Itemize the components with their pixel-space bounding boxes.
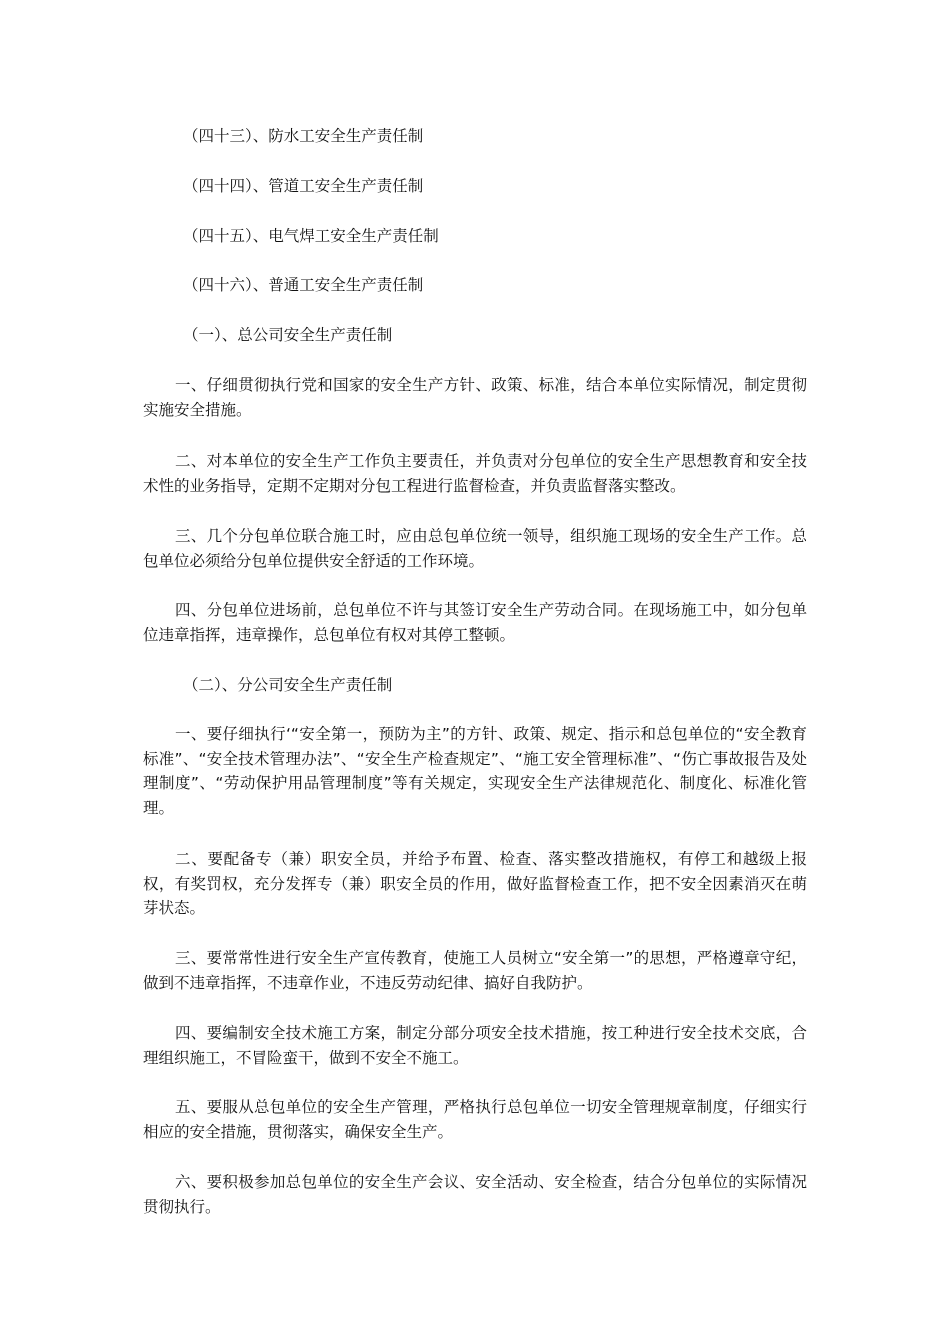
toc-item-45: （四十五）、电气焊工安全生产责任制 [183,227,439,245]
paragraph-text: 二、要配备专（兼）职安全员，并给予布置、检查、落实整改措施权，有停工和越级上报权，有奖罚权，充分发挥专（兼）职安全员的作用，做好监督检查工作，把不安全因素消灭在萌芽状态。 [143,850,807,917]
section-heading-branch-office: （二）、分公司安全生产责任制 [183,676,393,694]
paragraph-text: 三、几个分包单位联合施工时，应由总包单位统一领导，组织施工现场的安全生产工作。总包单位必须给分包单位提供安全舒适的工作环境。 [143,527,807,570]
paragraph-text: 四、要编制安全技术施工方案，制定分部分项安全技术措施，按工种进行安全技术交底，合理组织施工，不冒险蛮干，做到不安全不施工。 [143,1024,807,1067]
toc-item-44: （四十四）、管道工安全生产责任制 [183,177,424,195]
paragraph [143,373,807,422]
toc-item-46: （四十六）、普通工安全生产责任制 [183,276,424,294]
paragraph-text: 二、对本单位的安全生产工作负主要责任，并负责对分包单位的安全生产思想教育和安全技术性的业务指导，定期不定期对分包工程进行监督检查，并负责监督落实整改。 [143,452,807,495]
paragraph [143,722,807,820]
paragraph-text: 三、要常常性进行安全生产宣传教育，使施工人员树立“安全第一”的思想，严格遵章守纪，做到不违章指挥，不违章作业，不违反劳动纪律、搞好自我防护。 [143,949,807,992]
paragraph-text: 一、要仔细执行‘“安全第一，预防为主”的方针、政策、规定、指示和总包单位的“安全教育标准”、“安全技术管理办法”、“安全生产检查规定”、“施工安全管理标准”、“伤亡事故报告及处理制度”、“劳动保护用品管理制度”等有关规定，实现安全生产法律规范化、制度化、标准化管理。 [143,725,807,817]
paragraph [143,1170,807,1219]
paragraph [143,946,807,995]
section-heading-head-office: （一）、总公司安全生产责任制 [183,326,393,344]
paragraph [143,449,807,498]
toc-item-43: （四十三）、防水工安全生产责任制 [183,127,424,145]
paragraph-text: 五、要服从总包单位的安全生产管理，严格执行总包单位一切安全管理规章制度，仔细实行相应的安全措施，贯彻落实，确保安全生产。 [143,1098,807,1141]
paragraph [143,1095,807,1144]
paragraph-text: 一、仔细贯彻执行党和国家的安全生产方针、政策、标准，结合本单位实际情况，制定贯彻实施安全措施。 [143,376,807,419]
paragraph-text: 四、分包单位进场前，总包单位不许与其签订安全生产劳动合同。在现场施工中，如分包单位违章指挥，违章操作，总包单位有权对其停工整顿。 [143,601,807,644]
paragraph [143,847,807,921]
paragraph [143,598,807,647]
paragraph [143,524,807,573]
paragraph-text: 六、要积极参加总包单位的安全生产会议、安全活动、安全检查，结合分包单位的实际情况贯彻执行。 [143,1173,807,1216]
paragraph [143,1021,807,1070]
